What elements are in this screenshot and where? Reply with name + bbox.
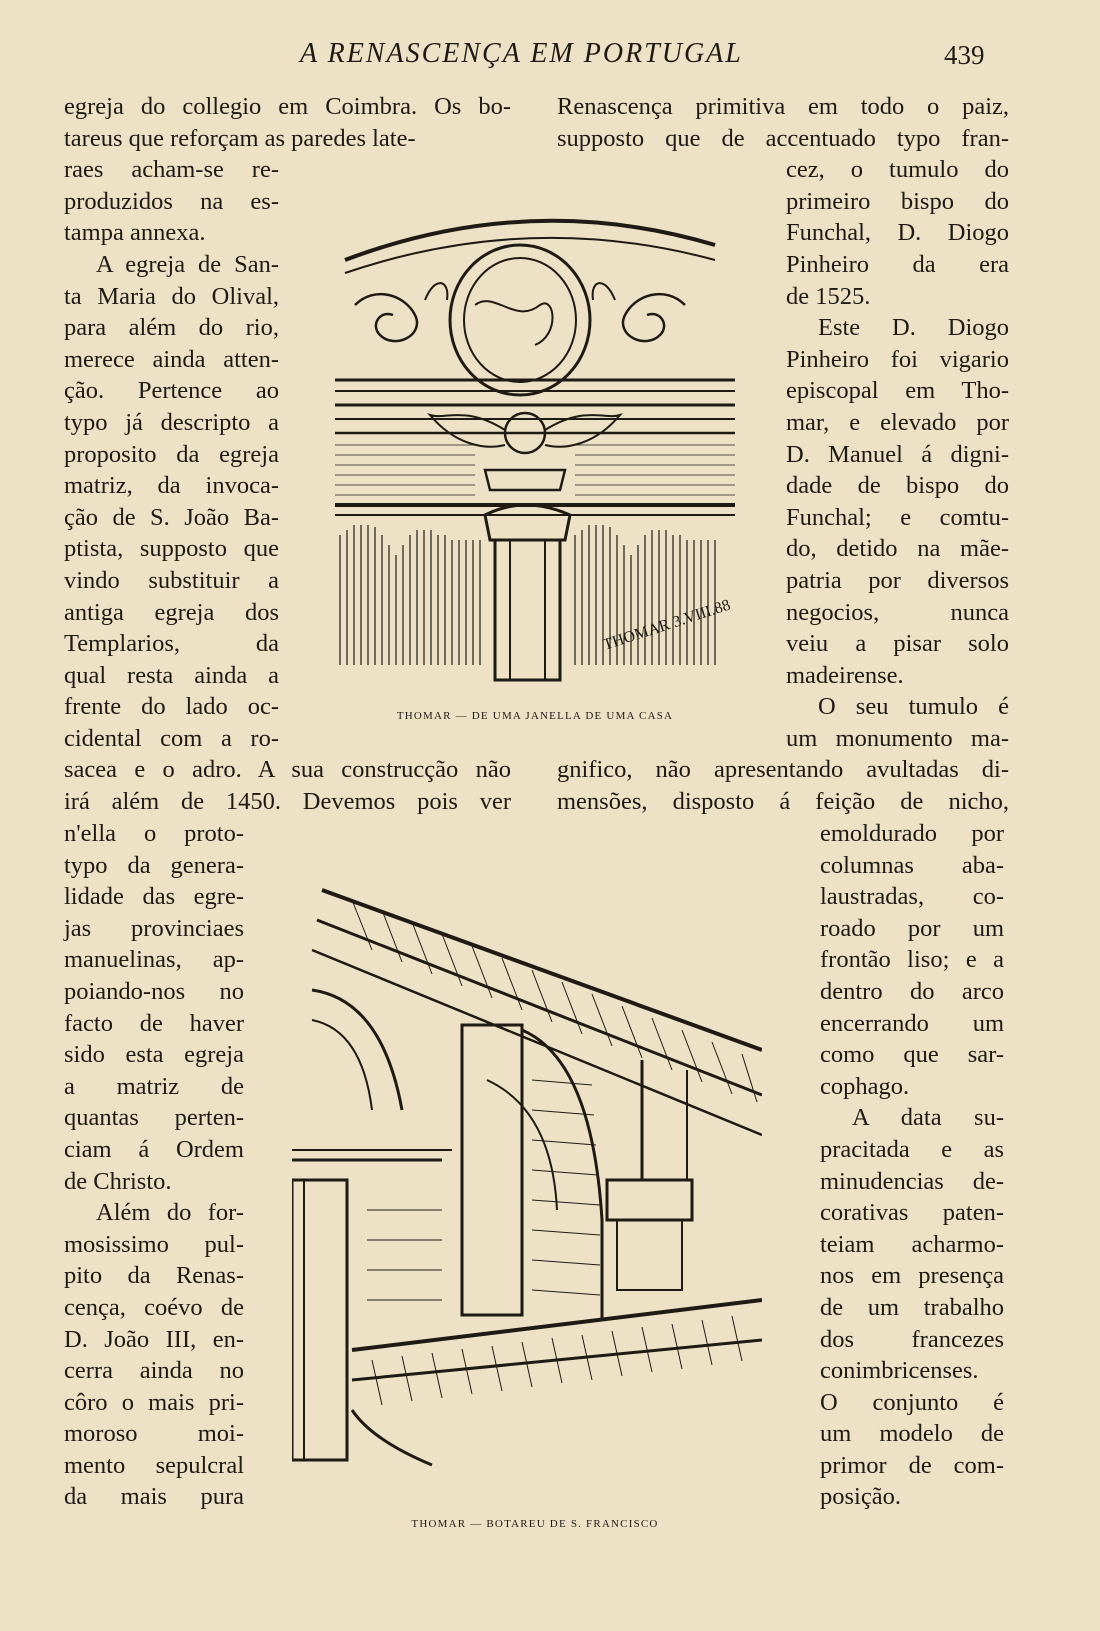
text-line: mento sepulcral (64, 1451, 244, 1479)
text-line: patria por diversos (786, 566, 1009, 594)
text-line: cez, o tumulo do (786, 156, 1009, 184)
text-line: cença, coévo de (64, 1293, 244, 1321)
text-line: Funchal; e comtu- (786, 503, 1009, 531)
text-line: Templarios, da (64, 630, 279, 658)
text-line: ta Maria do Olival, (64, 282, 279, 310)
text-line: veiu a pisar solo (786, 630, 1009, 658)
text-line: mosissimo pul- (64, 1230, 244, 1258)
left-column-bottom (64, 818, 244, 1513)
text-line: cidental com a ro- (64, 724, 279, 752)
text-line: primeiro bispo do (786, 187, 1009, 215)
text-line: tampa annexa. (64, 219, 206, 247)
page-number: 439 (944, 40, 985, 70)
text-line: teiam acharmo- (820, 1230, 1004, 1258)
text-line: roado por um (820, 914, 1004, 942)
artist-signature: THOMAR 3.VIII.88 (600, 596, 733, 654)
text-line: typo da genera- (64, 851, 244, 879)
left-mid-line: irá além de 1450. Devemos pois ver (64, 788, 511, 815)
text-line: do, detido na mãe- (786, 535, 1009, 563)
text-line: Pinheiro da era (786, 250, 1009, 278)
text-line: n'ella o proto- (64, 820, 244, 847)
text-line: ptista, supposto que (64, 535, 279, 563)
text-line: minudencias de- (820, 1167, 1004, 1195)
text-line: dentro do arco (820, 977, 1004, 1005)
text-line: antiga egreja dos (64, 598, 279, 626)
text-line: posição. (820, 1483, 901, 1511)
window-ornament-illustration (335, 205, 735, 685)
text-line: corativas paten- (820, 1199, 1004, 1227)
text-line: qual resta ainda a (64, 661, 279, 689)
text-line: da mais pura (64, 1483, 244, 1511)
text-line: mar, e elevado por (786, 408, 1009, 436)
page-header (0, 38, 1100, 78)
text-line: jas provinciaes (64, 914, 244, 942)
text-line: Funchal, D. Diogo (786, 219, 1009, 247)
text-line: episcopal em Tho- (786, 377, 1009, 405)
window-ornament-drawing (335, 205, 735, 685)
buttress-drawing (292, 880, 762, 1470)
buttress-figure-caption: THOMAR — BOTAREU DE S. FRANCISCO (411, 1518, 659, 1530)
text-line: ção de S. João Ba- (64, 503, 279, 531)
text-line: lidade das egre- (64, 883, 244, 911)
text-line: D. João III, en- (64, 1325, 244, 1353)
text-line: cophago. (820, 1072, 910, 1100)
text-line: matriz, da invoca- (64, 472, 279, 500)
text-line: Pinheiro foi vigario (786, 345, 1009, 373)
text-line: pito da Renas- (64, 1262, 244, 1290)
text-line: emoldurado por (820, 820, 1004, 847)
text-line: merece ainda atten- (64, 345, 279, 373)
text-line: manuelinas, ap- (64, 946, 244, 974)
text-line: frontão liso; e a (820, 946, 1004, 974)
text-line: ciam á Ordem (64, 1135, 244, 1163)
text-line: Renascença primitiva em todo o paiz, (557, 93, 1009, 120)
running-title: A RENASCENÇA EM PORTUGAL (300, 38, 743, 69)
text-line: O seu tumulo é (818, 693, 1009, 721)
text-line: facto de haver (64, 1009, 244, 1037)
text-line: produzidos na es- (64, 187, 279, 215)
text-line: tareus que reforçam as paredes late- (64, 124, 416, 152)
text-line: a matriz de (64, 1072, 244, 1100)
text-line: negocios, nunca (786, 598, 1009, 626)
text-line: laustradas, co- (820, 883, 1004, 911)
text-line: primor de com- (820, 1451, 1004, 1479)
text-line: de um trabalho (820, 1293, 1004, 1321)
text-line: D. Manuel á digni- (786, 440, 1009, 468)
text-line: um monumento ma- (786, 724, 1009, 752)
text-line: para além do rio, (64, 314, 279, 342)
text-line: supposto que de accentuado typo fran- (557, 124, 1009, 152)
right-column-bottom (820, 818, 1004, 1513)
text-line: de 1525. (786, 282, 871, 310)
left-mid-line: sacea e o adro. A sua construcção não (64, 756, 511, 783)
text-line: typo já descripto a (64, 408, 279, 436)
text-line: Além do for- (96, 1199, 244, 1227)
text-line: como que sar- (820, 1041, 1004, 1069)
text-line: A data su- (852, 1104, 1004, 1132)
text-line: poiando-nos no (64, 977, 244, 1005)
right-mid-line: gnifico, não apresentando avultadas di- (557, 756, 1009, 783)
text-line: um modelo de (820, 1420, 1004, 1448)
text-line: nos em presença (820, 1262, 1004, 1290)
text-line: vindo substituir a (64, 566, 279, 594)
text-line: cerra ainda no (64, 1357, 244, 1385)
text-line: dade de bispo do (786, 472, 1009, 500)
right-mid-line: mensões, disposto á feição de nicho, (557, 788, 1009, 815)
text-line: egreja do collegio em Coimbra. Os bo- (64, 93, 511, 120)
text-line: dos francezes (820, 1325, 1004, 1353)
text-line: sido esta egreja (64, 1041, 244, 1069)
text-line: encerrando um (820, 1009, 1004, 1037)
text-line: frente do lado oc- (64, 693, 279, 721)
window-figure-caption: THOMAR — DE UMA JANELLA DE UMA CASA (396, 710, 674, 722)
text-line: quantas perten- (64, 1104, 244, 1132)
text-line: ção. Pertence ao (64, 377, 279, 405)
text-line: columnas aba- (820, 851, 1004, 879)
text-line: madeirense. (786, 661, 904, 689)
text-line: Este D. Diogo (818, 314, 1009, 342)
text-line: A egreja de San- (96, 250, 279, 278)
text-line: moroso moi- (64, 1420, 244, 1448)
text-line: conimbricenses. (820, 1357, 979, 1385)
text-line: proposito da egreja (64, 440, 279, 468)
buttress-illustration (292, 880, 762, 1470)
text-line: pracitada e as (820, 1135, 1004, 1163)
text-line: O conjunto é (820, 1388, 1004, 1416)
text-line: de Christo. (64, 1167, 172, 1195)
text-line: raes acham-se re- (64, 156, 279, 184)
text-line: côro o mais pri- (64, 1388, 244, 1416)
